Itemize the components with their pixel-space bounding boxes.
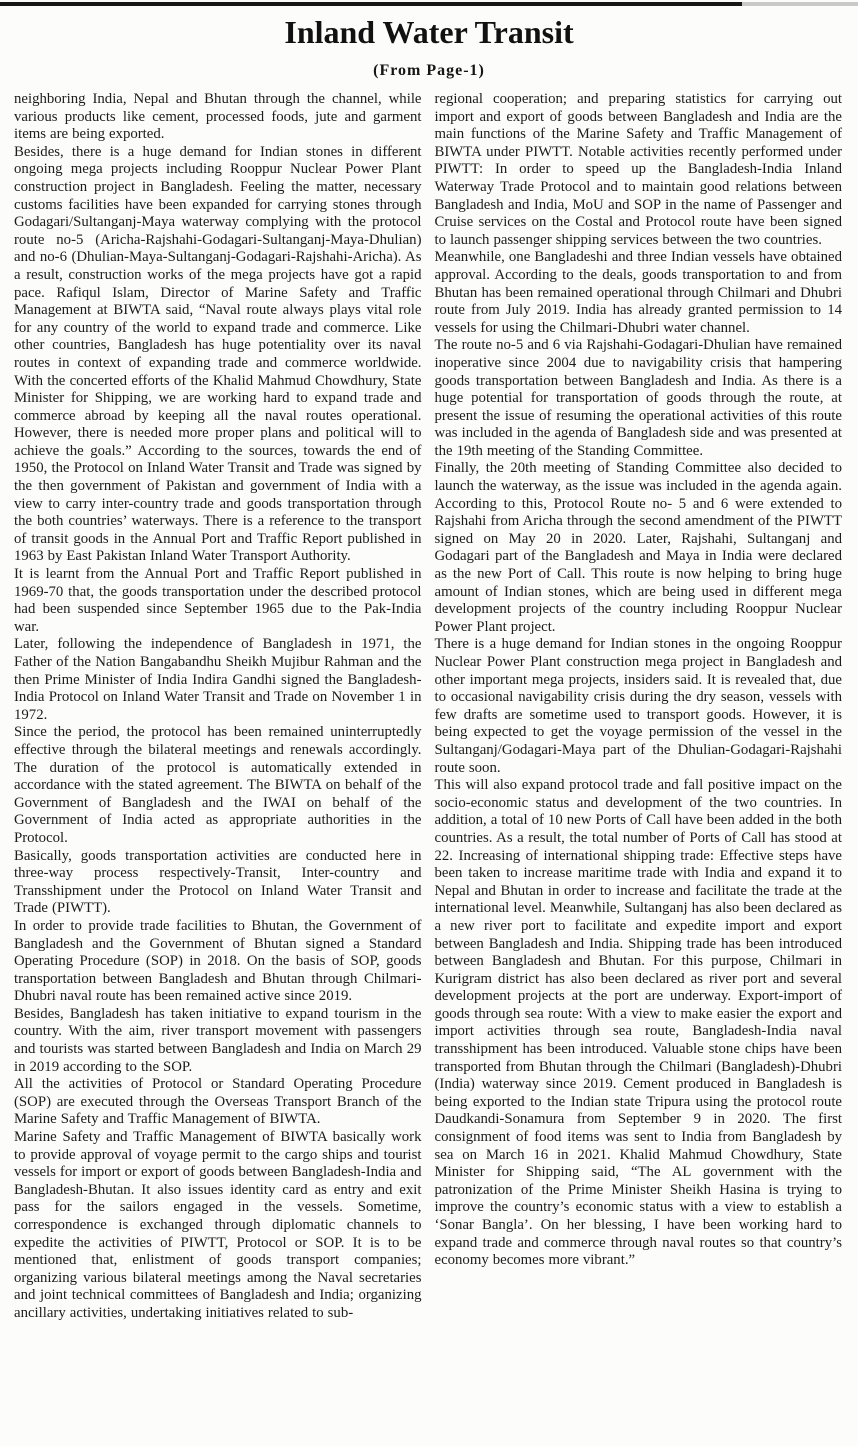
paragraph: This will also expand protocol trade and fall positive impact on the socio-economic status and development of the two countries. In addition, a total of 10 new Ports of Call have been added in the both countries. As a result, the total number of Ports of Call has stood at 22. Increasing of international shipping trade: Effective steps have been taken to increase maritime trade with India and expand it to Nepal and Bhutan in order to increase and facilitate the trade at the international level. Meanwhile, Sultanganj has also been declared as a new river port to facilitate and expedite import and export between Bangladesh and India. Shipping trade has been introduced between Bangladesh and Bhutan. For this purpose, Chilmari in Kurigram district has also been declared as river port and several development projects at the port are underway. Export-import of goods through sea route: With a view to make easier the export and import activities through sea route, Bangladesh-India naval transshipment has been introduced. Valuable stone chips have been transported from Bhutan through the Chilmari (Bangladesh)-Dhubri (India) waterway since 2019. Cement produced in Bangladesh is being exported to the Indian state Tripura using the protocol route Daudkandi-Sonamura from September 9 in 2020. The first consignment of food items was sent to India from Bangladesh by sea on March 16 in 2021. Khalid Mahmud Chowdhury, State Minister for Shipping said, “The AL government with the patronization of the Prime Minister Sheikh Hasina is trying to improve the country’s economic status with a view to establish a ‘Sonar Bangla’. On her blessing, I have been working hard to expand trade and commerce through naval routes so that country’s economy becomes more vibrant.” <box>434 777 842 1269</box>
paragraph: Basically, goods transportation activities are conducted here in three-way process respectively-Transit, Inter-country and Transshipment under the Protocol on Inland Water Transit and Trade (PIWTT). <box>14 847 422 917</box>
paragraph: Meanwhile, one Bangladeshi and three Indian vessels have obtained approval. According to the deals, goods transportation to and from Bhutan has been remained operational through Chilmari and Dhubri route from July 2019. India has already granted permission to 14 vessels for using the Chilmari-Dhubri water channel. <box>434 249 842 336</box>
paragraph: Besides, Bangladesh has taken initiative to expand tourism in the country. With the aim, river transport movement with passengers and tourists was started between Bangladesh and India on March 29 in 2019 according to the SOP. <box>14 1005 422 1075</box>
paragraph: There is a huge demand for Indian stones in the ongoing Rooppur Nuclear Power Plant construction mega project in Bangladesh and other important mega projects, insiders said. It is revealed that, due to occasional navigability crisis during the dry season, vessels with few drafts are sometime used to transport goods. However, it is being expected to get the voyage permission of the vessel in the Sultanganj/Godagari-Maya part of the Dhulian-Godagari-Rajshahi route soon. <box>434 636 842 776</box>
paragraph: Finally, the 20th meeting of Standing Committee also decided to launch the waterway, as the issue was included in the agenda again. According to this, Protocol Route no- 5 and 6 were extended to Rajshahi from Aricha through the second amendment of the PIWTT signed on May 20 in 2020. Later, Rajshahi, Sultanganj and Godagari part of the Bangladesh and Maya in India were declared as the new Port of Call. This route is now helping to bring huge amount of Indian stones, which are being used in different mega development projects of the country including Rooppur Nuclear Power Plant project. <box>434 460 842 635</box>
article-body <box>0 80 858 1333</box>
paragraph: Later, following the independence of Bangladesh in 1971, the Father of the Nation Bangabandhu Sheikh Mujibur Rahman and the then Prime Minister of India Indira Gandhi signed the Bangladesh-India Protocol on Inland Water Transit and Trade on November 1 in 1972. <box>14 636 422 723</box>
top-rule <box>0 2 858 6</box>
right-column <box>435 91 843 1323</box>
paragraph: In order to provide trade facilities to Bhutan, the Government of Bangladesh and the Government of Bhutan signed a Standard Operating Procedure (SOP) in 2018. On the basis of SOP, goods transportation between Bangladesh and Bhutan through Chilmari-Dhubri naval route has been remained active since 2019. <box>14 917 422 1005</box>
paragraph: It is learnt from the Annual Port and Traffic Report published in 1969-70 that, the goods transportation under the described protocol had been suspended since September 1965 due to the Pak-India war. <box>14 566 422 635</box>
paragraph: Marine Safety and Traffic Management of BIWTA basically work to provide approval of voyage permit to the cargo ships and tourist vessels for import or export of goods between Bangladesh-India and Bangladesh-Bhutan. It also issues identity card as entry and exit pass for the sailors engaged in the vessels. Sometime, correspondence is exchanged through diplomatic channels to expedite the activities of PIWTT, Protocol or SOP. It is to be mentioned that, enlistment of goods transport companies; organizing various bilateral meetings among the Naval secretaries and joint technical committees of Bangladesh and India; organizing ancillary activities, undertaking initiatives related to sub- <box>14 1129 422 1321</box>
paragraph: Since the period, the protocol has been remained uninterruptedly effective through the bilateral meetings and renewals accordingly. The duration of the protocol is automatically extended in accordance with the stated agreement. The BIWTA on behalf of the Government of Bangladesh and the IWAI on behalf of the Government of India acted as appropriate authorities in the Protocol. <box>14 724 422 846</box>
article-title: Inland Water Transit <box>284 14 574 50</box>
article-subtitle: (From Page-1) <box>373 62 485 79</box>
paragraph: neighboring India, Nepal and Bhutan through the channel, while various products like cement, processed foods, jute and garment items are being exported. <box>14 91 422 143</box>
paragraph: All the activities of Protocol or Standard Operating Procedure (SOP) are executed through the Overseas Transport Branch of the Marine Safety and Traffic Management of BIWTA. <box>14 1076 422 1128</box>
paragraph: regional cooperation; and preparing statistics for carrying out import and export of goods between Bangladesh and India are the main functions of the Marine Safety and Traffic Management of BIWTA under PIWTT. Notable activities recently performed under PIWTT: In order to speed up the Bangladesh-India Inland Waterway Trade Protocol and to maintain good relations between Bangladesh and India, MoU and SOP in the name of Passenger and Cruise services on the Costal and Protocol route have been signed to launch passenger shipping services between the two countries. <box>434 91 842 248</box>
paragraph: Besides, there is a huge demand for Indian stones in different ongoing mega projects including Rooppur Nuclear Power Plant construction project in Bangladesh. Feeling the matter, necessary customs facilities have been expanded for carrying stones through Godagari/Sultanganj-Maya waterway complying with the protocol route no-5 (Aricha-Rajshahi-Godagari-Sultanganj-Maya-Dhulian) and no-6 (Dhulian-Maya-Sultanganj-Godagari-Rajshahi-Aricha). As a result, construction works of the mega projects have got a rapid pace. Rafiqul Islam, Director of Marine Safety and Traffic Management at BIWTA said, “Naval route always plays vital role for any country of the world to expand trade and commerce. Like other countries, Bangladesh has huge potentiality over its naval routes in context of expanding trade and commerce worldwide. With the concerted efforts of the Khalid Mahmud Chowdhury, State Minister for Shipping, we are working hard to expand trade and commerce abroad by keeping all the naval routes operational. However, there is needed more proper plans and political will to achieve the goals.” According to the sources, towards the end of 1950, the Protocol on Inland Water Transit and Trade was signed by the then government of Pakistan and government of India with a view to carry inter-country trade and goods transportation through the both countries’ waterways. There is a reference to the transport of transit goods in the Annual Port and Traffic Report published in 1963 by East Pakistan Inland Water Transport Authority. <box>14 143 422 565</box>
paragraph: The route no-5 and 6 via Rajshahi-Godagari-Dhulian have remained inoperative since 2004 due to navigability crisis that hampering goods transportation between Bangladesh and India. As there is a huge potential for transportation of goods through the route, at present the issue of resuming the operational activities of this route was included in the agenda of Bangladesh side and was presented at the 19th meeting of the Standing Committee. <box>434 337 842 459</box>
left-column <box>14 91 422 1323</box>
